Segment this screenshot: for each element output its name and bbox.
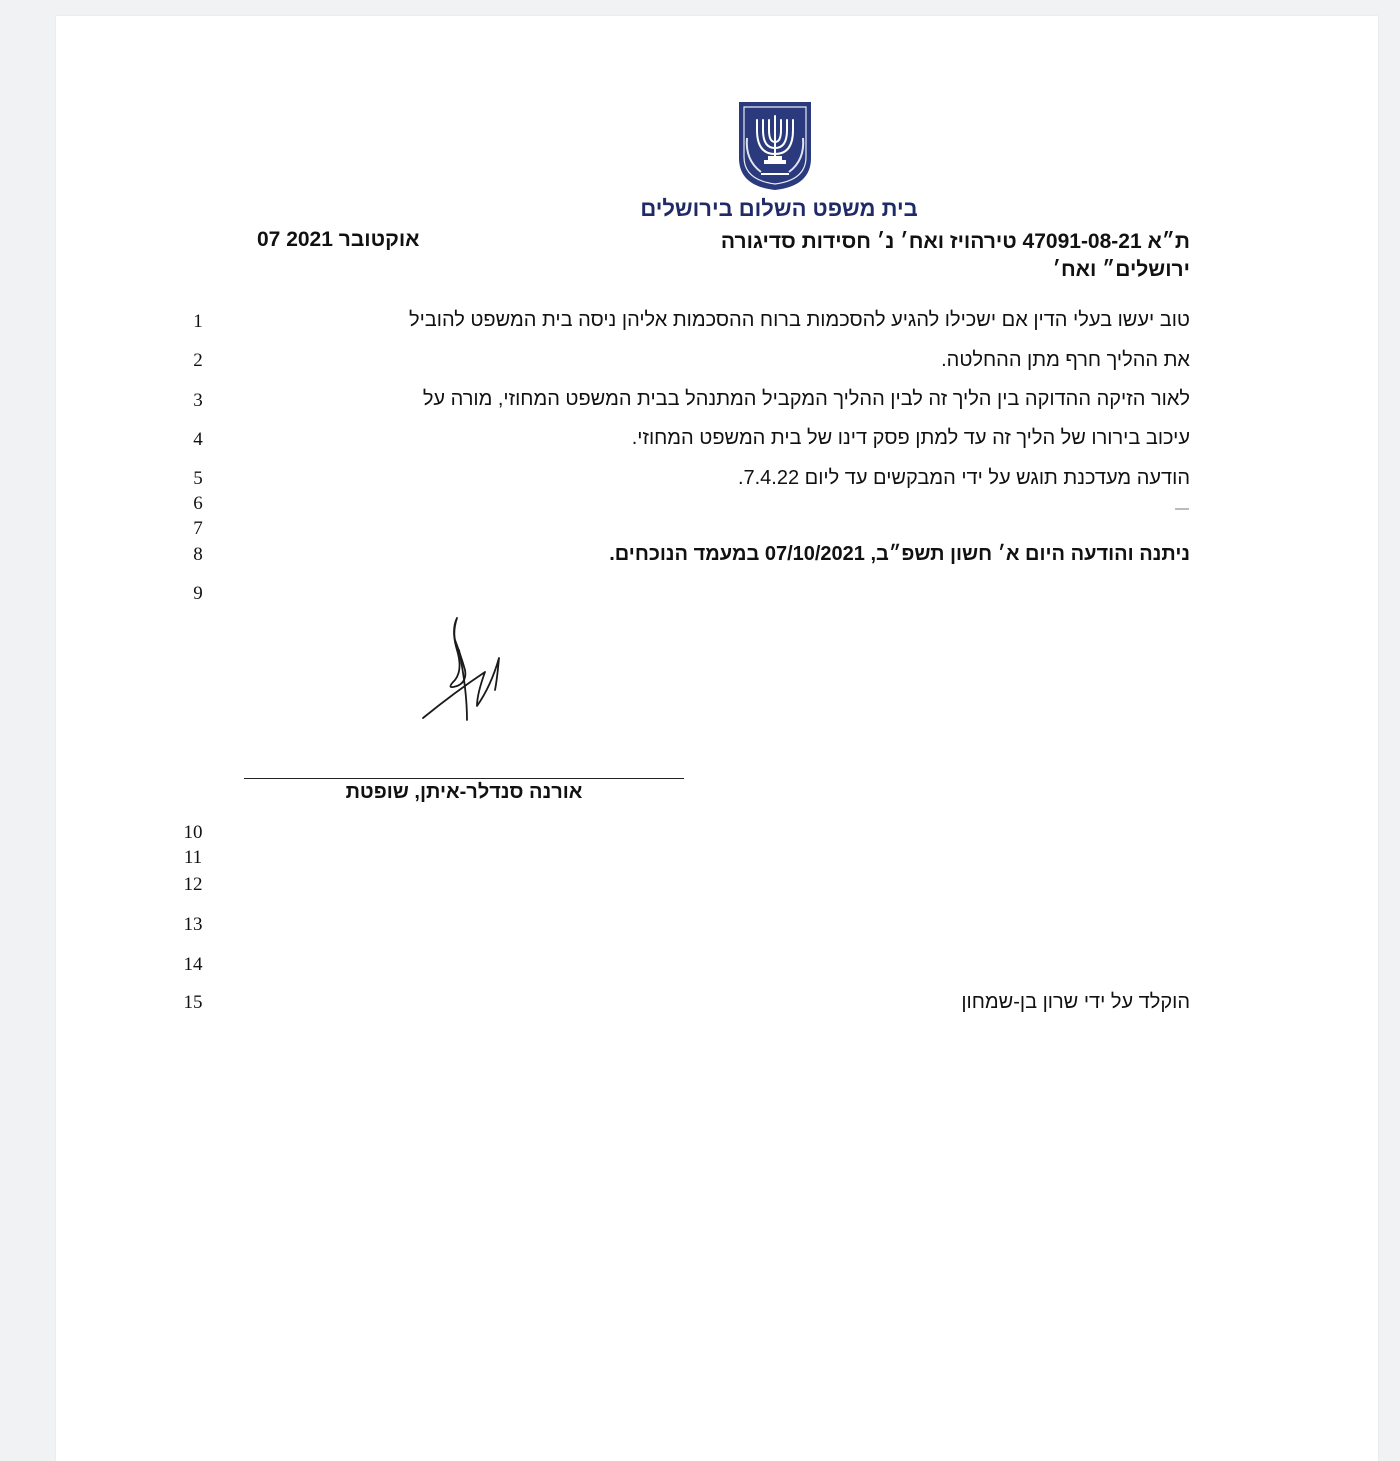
body-line-4: עיכוב בירורו של הליך זה עד למתן פסק דינו של בית המשפט המחוזי.: [631, 427, 1190, 449]
signature-line: [244, 778, 684, 779]
judge-name: אורנה סנדלר-איתן, שופטת: [345, 781, 583, 803]
given-statement: ניתנה והודעה היום א׳ חשון תשפ״ב, 07/10/2021 במעמד הנוכחים.: [609, 543, 1190, 565]
body-line-1: טוב יעשו בעלי הדין אם ישכילו להגיע להסכמות ברוח ההסכמות אליהן ניסה בית המשפט להוביל: [409, 309, 1190, 331]
court-name: בית משפט השלום בירושלים: [640, 196, 918, 221]
line-number: 5: [193, 468, 203, 489]
body-line-2: את ההליך חרף מתן ההחלטה.: [941, 349, 1190, 371]
case-title-line-1: ת״א 47091-08-21 טירהויז ואח׳ נ׳ חסידות סדיגורה: [720, 230, 1190, 253]
state-emblem-icon: [735, 98, 815, 192]
line-number: 8: [193, 544, 203, 565]
line-number: 4: [193, 429, 203, 450]
line-number: 1: [193, 311, 203, 332]
line-number: 14: [183, 954, 203, 975]
decision-date: 07 אוקטובר 2021: [257, 228, 420, 251]
line-number: 6: [193, 493, 203, 514]
case-title-line-2: ירושלים״ ואח׳: [1052, 258, 1190, 281]
line-number: 9: [193, 583, 203, 604]
line-number: 11: [183, 847, 203, 868]
line-number: 3: [193, 390, 203, 411]
typed-by: הוקלד על ידי שרון בן-שמחון: [961, 991, 1190, 1013]
line-number: 2: [193, 350, 203, 371]
line-number: 13: [183, 914, 203, 935]
line-number: 10: [183, 822, 203, 843]
case-title: [721, 228, 1190, 284]
line-number: 12: [183, 874, 203, 895]
body-line-3: לאור הזיקה ההדוקה בין הליך זה לבין ההליך המקביל המתנהל בבית המשפט המחוזי, מורה על: [422, 388, 1190, 410]
small-mark: [1175, 508, 1189, 510]
body-line-5: הודעה מעדכנת תוגש על ידי המבקשים עד ליום 7.4.22.: [737, 467, 1190, 489]
line-number: 7: [193, 518, 203, 539]
line-number: 15: [183, 992, 203, 1013]
signature-icon: [415, 610, 515, 730]
